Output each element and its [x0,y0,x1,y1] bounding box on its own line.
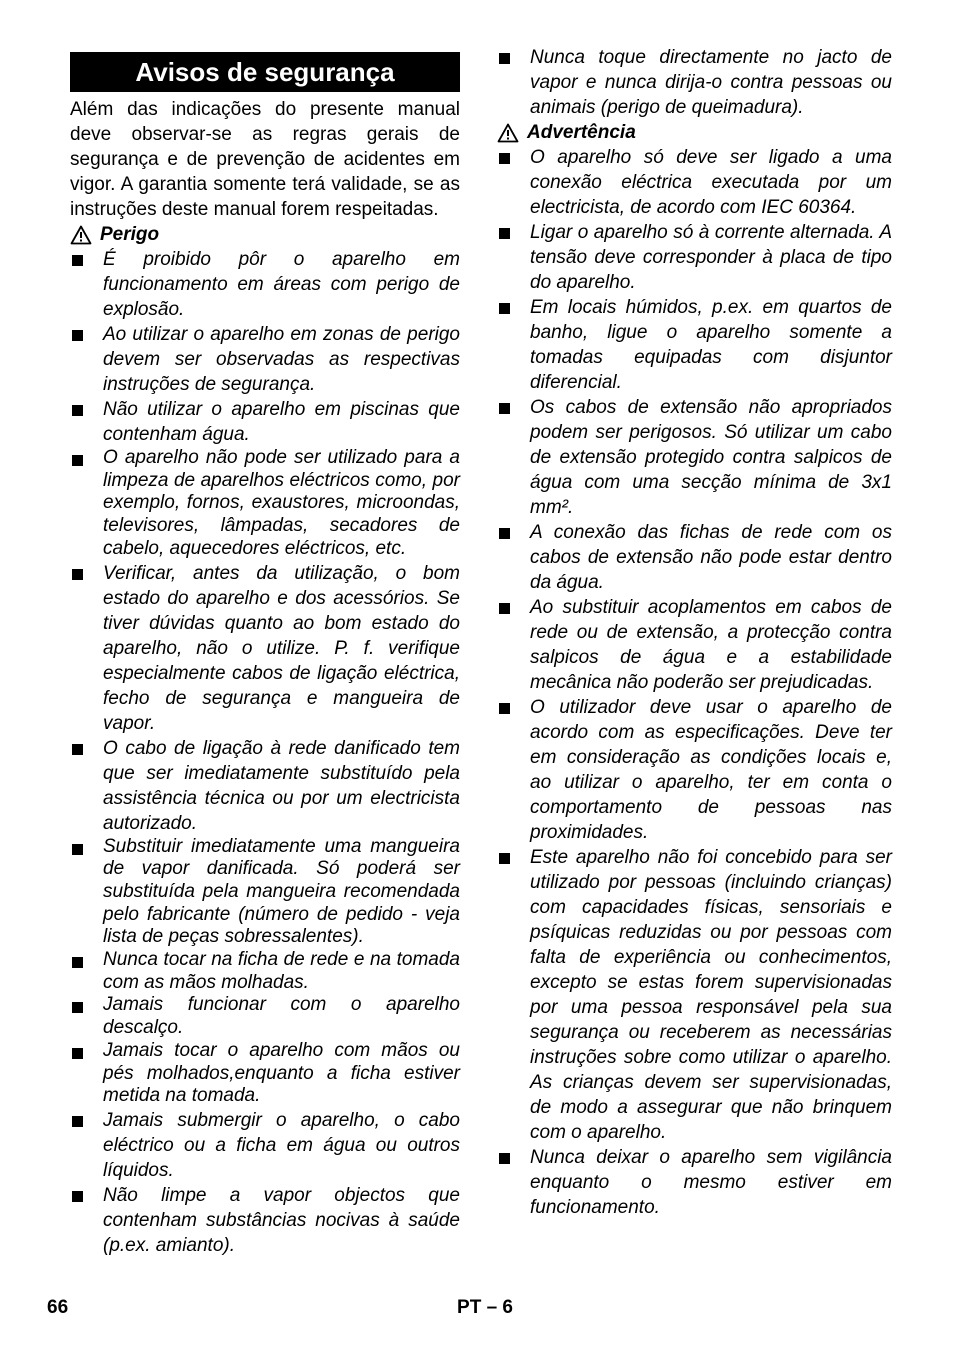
list-item: Nunca deixar o aparelho sem vigilância enquanto o mesmo estiver em funcionamento. [497,1145,892,1220]
bullet-square-icon [72,1191,83,1202]
list-item: Nunca toque directamente no jacto de vapor e nunca dirija-o contra pessoas ou animais (perigo de queimadura). [497,45,892,120]
list-item: Os cabos de extensão não apropriados podem ser perigosos. Só utilizar um cabo de extensão protegido contra salpicos de água com uma secção mínima de 3x1 mm². [497,395,892,520]
page-number: 66 [47,1297,69,1318]
list-item: O utilizador deve usar o aparelho de acordo com as especificações. Deve ter em consideração as condições locais e, ao utilizar o aparelho, ter em conta o comportamento de pessoas nas proximidades. [497,695,892,845]
bullet-square-icon [499,228,510,239]
list-item: Jamais submergir o aparelho, o cabo eléctrico ou a ficha em água ou outros líquidos. [70,1108,460,1183]
bullet-square-icon [499,603,510,614]
warning-heading-label: Advertência [527,122,636,143]
list-item: Jamais tocar o aparelho com mãos ou pés molhados,enquanto a ficha estiver metida na tomada. [70,1040,460,1108]
bullet-square-icon [499,403,510,414]
bullet-square-icon [499,153,510,164]
list-item: É proibido pôr o aparelho em funcionamento em áreas com perigo de explosão. [70,247,460,322]
list-item: O aparelho só deve ser ligado a uma conexão eléctrica executada por um electricista, de acordo com IEC 60364. [497,145,892,220]
bullet-square-icon [72,744,83,755]
bullet-square-icon [72,1116,83,1127]
list-item: Ao substituir acoplamentos em cabos de rede ou de extensão, a protecção contra salpicos de água e a estabilidade mecânica não poderão ser prejudicadas. [497,595,892,695]
list-item: Verificar, antes da utilização, o bom estado do aparelho e dos acessórios. Se tiver dúvidas quanto ao bom estado do aparelho, não o utilize. P. f. verifique especialmente cabos de ligação eléctrica, fecho de segurança e mangueira de vapor. [70,561,460,736]
danger-heading-label: Perigo [100,224,160,245]
list-item: Em locais húmidos, p.ex. em quartos de banho, ligue o aparelho somente a tomadas equipadas com disjuntor diferencial. [497,295,892,395]
warning-triangle-icon [497,123,519,143]
left-column [70,45,460,1258]
bullet-square-icon [72,1048,83,1059]
bullet-square-icon [72,455,83,466]
list-item: Substituir imediatamente uma mangueira de vapor danificada. Só poderá ser substituída pela mangueira recomendada pelo fabricante (número de pedido - veja lista de peças sobressalentes). [70,836,460,950]
list-item: Ao utilizar o aparelho em zonas de perigo devem ser observadas as respectivas instruções de segurança. [70,322,460,397]
danger-list [70,247,460,1258]
bullet-square-icon [499,853,510,864]
right-column [497,45,892,1220]
list-item: A conexão das fichas de rede com os cabos de extensão não pode estar dentro da água. [497,520,892,595]
bullet-square-icon [72,844,83,855]
bullet-square-icon [72,569,83,580]
danger-heading [70,222,460,247]
bullet-square-icon [499,528,510,539]
warning-triangle-icon [70,225,92,245]
bullet-square-icon [499,303,510,314]
list-item: Não utilizar o aparelho em piscinas que contenham água. [70,397,460,447]
list-item: Ligar o aparelho só à corrente alternada. A tensão deve corresponder à placa de tipo do aparelho. [497,220,892,295]
bullet-square-icon [72,330,83,341]
list-item: Nunca tocar na ficha de rede e na tomada com as mãos molhadas. [70,949,460,994]
bullet-square-icon [72,957,83,968]
bullet-square-icon [72,255,83,266]
list-item: Não limpe a vapor objectos que contenham substâncias nocivas à saúde (p.ex. amianto). [70,1183,460,1258]
bullet-square-icon [499,703,510,714]
page-footer [47,1297,513,1322]
list-item: O cabo de ligação à rede danificado tem que ser imediatamente substituído pela assistência técnica ou por um electricista autorizado. [70,736,460,836]
list-item: O aparelho não pode ser utilizado para a limpeza de aparelhos eléctricos como, por exemplo, fornos, exaustores, microondas, televisores, lâmpadas, secadores de cabelo, aquecedores eléctricos, etc. [70,447,460,561]
intro-paragraph: Além das indicações do presente manual deve observar-se as regras gerais de segurança e de prevenção de acidentes em vigor. A garantia somente terá validade, se as instruções deste manual forem respeitadas. [70,99,460,220]
section-page-label: PT – 6 [457,1297,513,1318]
list-item: Este aparelho não foi concebido para ser utilizado por pessoas (incluindo crianças) com capacidades físicas, sensoriais e psíquicas reduzidas ou por pessoas com falta de experiência ou conhecimentos, excepto se estas forem supervisionadas por uma pessoa responsável pela sua segurança ou receberem as necessárias instruções sobre como utilizar o aparelho. As crianças devem ser supervisionadas, de modo a assegurar que não brinquem com o aparelho. [497,845,892,1145]
warning-list [497,145,892,1220]
bullet-square-icon [499,53,510,64]
list-item: Jamais funcionar com o aparelho descalço. [70,994,460,1039]
bullet-square-icon [499,1153,510,1164]
warning-heading [497,120,892,145]
danger-list-continued [497,45,892,120]
bullet-square-icon [72,1002,83,1013]
bullet-square-icon [72,405,83,416]
section-title: Avisos de segurança [70,52,460,92]
